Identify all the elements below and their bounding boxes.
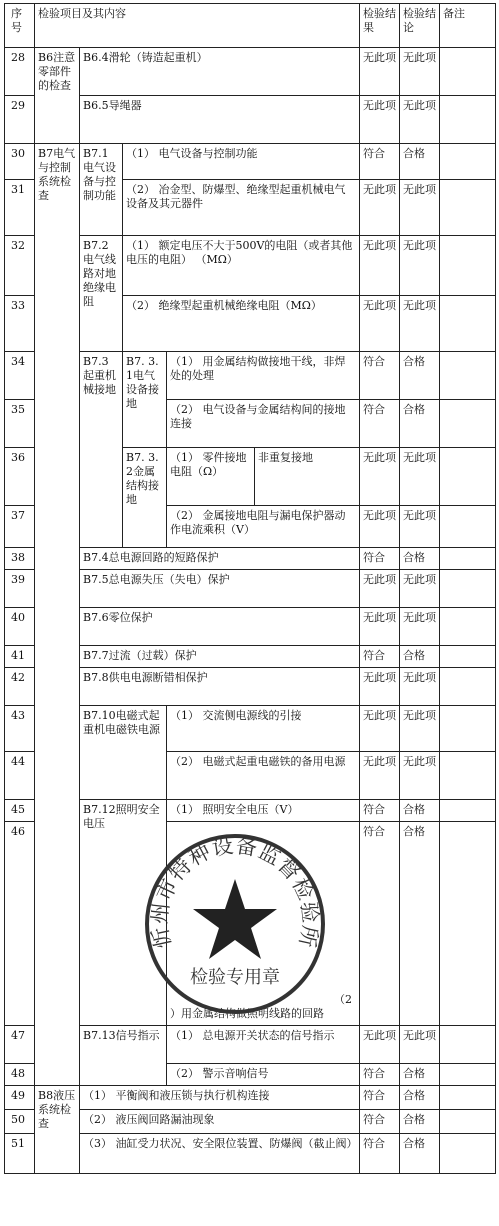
group-label: B6注意零部件的检查	[35, 48, 80, 144]
result-cell: 无此项	[360, 96, 400, 144]
item-text: B7.7过流（过载）保护	[80, 646, 360, 668]
table-row	[5, 144, 496, 180]
row-number: 41	[5, 646, 35, 668]
row-number: 37	[5, 506, 35, 548]
remark-cell	[440, 706, 496, 752]
row-number: 40	[5, 608, 35, 646]
item-text: （1） 零件接地电阻（Ω）	[167, 448, 255, 506]
remark-cell	[440, 752, 496, 800]
row-number: 30	[5, 144, 35, 180]
result-cell: 符合	[360, 822, 400, 1026]
remark-cell	[440, 96, 496, 144]
result-cell: 无此项	[360, 180, 400, 236]
col-seq: 序号	[5, 4, 35, 48]
row-number: 42	[5, 668, 35, 706]
remark-cell	[440, 668, 496, 706]
remark-cell	[440, 48, 496, 96]
item-text: B7.5总电源失压（失电）保护	[80, 570, 360, 608]
conclusion-cell: 合格	[400, 646, 440, 668]
subgroup-label: B7.2电气线路对地绝缘电阻	[80, 236, 123, 352]
result-cell: 符合	[360, 800, 400, 822]
conclusion-cell: 合格	[400, 822, 440, 1026]
remark-cell	[440, 400, 496, 448]
seal-label: 检验专用章	[190, 967, 280, 988]
item-text: （2） 警示音响信号	[167, 1064, 360, 1086]
row-number: 38	[5, 548, 35, 570]
group-label: B8液压系统检查	[35, 1086, 80, 1174]
result-cell: 符合	[360, 1134, 400, 1174]
conclusion-cell: 无此项	[400, 668, 440, 706]
item-text: （2） 金属接地电阻与漏电保护器动作电流乘积（V）	[167, 506, 360, 548]
remark-cell	[440, 570, 496, 608]
conclusion-cell: 无此项	[400, 706, 440, 752]
row-number: 44	[5, 752, 35, 800]
item-text: （1） 总电源开关状态的信号指示	[167, 1026, 360, 1064]
conclusion-cell: 合格	[400, 1110, 440, 1134]
item-text: （2） 电气设备与金属结构间的接地连接	[167, 400, 360, 448]
result-cell: 无此项	[360, 48, 400, 96]
conclusion-cell: 合格	[400, 1086, 440, 1110]
item-text: （2） 绝缘型起重机械绝缘电阻（MΩ）	[123, 296, 360, 352]
remark-cell	[440, 822, 496, 1026]
item-text: （1） 平衡阀和液压锁与执行机构连接	[80, 1086, 360, 1110]
remark-cell	[440, 236, 496, 296]
result-cell: 符合	[360, 400, 400, 448]
result-cell: 无此项	[360, 296, 400, 352]
item-text: B7.8供电电源断错相保护	[80, 668, 360, 706]
item-text: B6.4滑轮（铸造起重机）	[80, 48, 360, 96]
remark-cell	[440, 548, 496, 570]
conclusion-cell: 无此项	[400, 48, 440, 96]
remark-cell	[440, 800, 496, 822]
remark-cell	[440, 1086, 496, 1110]
row-number: 36	[5, 448, 35, 506]
conclusion-cell: 无此项	[400, 570, 440, 608]
result-cell: 无此项	[360, 570, 400, 608]
conclusion-cell: 合格	[400, 1134, 440, 1174]
row-number: 39	[5, 570, 35, 608]
item-text: ）用金属结构做照明线路的回路	[170, 1007, 324, 1020]
subgroup-label: B7.1电气设备与控制功能	[80, 144, 123, 236]
result-cell: 无此项	[360, 1026, 400, 1064]
row-number: 49	[5, 1086, 35, 1110]
row-number: 45	[5, 800, 35, 822]
item-text: （1） 用金属结构做接地干线，非焊处的处理	[167, 352, 360, 400]
result-cell: 符合	[360, 548, 400, 570]
row-number: 28	[5, 48, 35, 96]
group-label: B7电气与控制系统检查	[35, 144, 80, 1086]
remark-cell	[440, 608, 496, 646]
result-cell: 无此项	[360, 506, 400, 548]
result-cell: 符合	[360, 144, 400, 180]
row-number: 29	[5, 96, 35, 144]
remark-cell	[440, 1064, 496, 1086]
remark-cell	[440, 1110, 496, 1134]
conclusion-cell: 无此项	[400, 96, 440, 144]
item-text-prefix: （2	[334, 993, 352, 1006]
conclusion-cell: 无此项	[400, 296, 440, 352]
item-text: B7.4总电源回路的短路保护	[80, 548, 360, 570]
row-number: 51	[5, 1134, 35, 1174]
conclusion-cell: 合格	[400, 800, 440, 822]
conclusion-cell: 合格	[400, 352, 440, 400]
remark-cell	[440, 1026, 496, 1064]
seal-org-text: 忻州市特种设备监督检验所	[147, 833, 323, 951]
remark-cell	[440, 352, 496, 400]
table-row	[5, 1086, 496, 1110]
conclusion-cell: 无此项	[400, 1026, 440, 1064]
official-seal	[142, 831, 328, 1017]
conclusion-cell: 无此项	[400, 236, 440, 296]
result-cell: 符合	[360, 352, 400, 400]
col-conclusion: 检验结论	[400, 4, 440, 48]
subgroup-label: B7.13信号指示	[80, 1026, 167, 1086]
conclusion-cell: 无此项	[400, 180, 440, 236]
conclusion-cell: 合格	[400, 548, 440, 570]
conclusion-cell: 合格	[400, 1064, 440, 1086]
col-item: 检验项目及其内容	[35, 4, 360, 48]
conclusion-cell: 无此项	[400, 448, 440, 506]
remark-cell	[440, 506, 496, 548]
row-number: 33	[5, 296, 35, 352]
subgroup-label: B7.12照明安全电压	[80, 800, 167, 1026]
item-text: B6.5导绳器	[80, 96, 360, 144]
result-cell: 无此项	[360, 448, 400, 506]
item-note: 非重复接地	[255, 448, 360, 506]
conclusion-cell: 无此项	[400, 752, 440, 800]
conclusion-cell: 合格	[400, 400, 440, 448]
conclusion-cell: 无此项	[400, 608, 440, 646]
item-text: （1） 额定电压不大于500V的电阻（或者其他电压的电阻） （MΩ）	[123, 236, 360, 296]
item-text: （1） 电气设备与控制功能	[123, 144, 360, 180]
remark-cell	[440, 646, 496, 668]
row-number: 32	[5, 236, 35, 296]
subsection-label: B7. 3.2金属结构接地	[123, 448, 167, 548]
table-row	[5, 48, 496, 96]
item-text: （2） 电磁式起重电磁铁的备用电源	[167, 752, 360, 800]
table-header	[5, 4, 496, 48]
item-text: （2） 冶金型、防爆型、绝缘型起重机械电气设备及其元器件	[123, 180, 360, 236]
row-number: 48	[5, 1064, 35, 1086]
result-cell: 无此项	[360, 668, 400, 706]
remark-cell	[440, 144, 496, 180]
star-icon	[193, 879, 277, 959]
row-number: 50	[5, 1110, 35, 1134]
subsection-label: B7. 3.1电气设备接地	[123, 352, 167, 448]
result-cell: 无此项	[360, 752, 400, 800]
col-remark: 备注	[440, 4, 496, 48]
result-cell: 符合	[360, 1064, 400, 1086]
row-number: 35	[5, 400, 35, 448]
item-text: （1） 交流侧电源线的引接	[167, 706, 360, 752]
row-number: 34	[5, 352, 35, 400]
result-cell: 符合	[360, 1086, 400, 1110]
item-text: （2） 液压阀回路漏油现象	[80, 1110, 360, 1134]
result-cell: 符合	[360, 1110, 400, 1134]
item-text: （3） 油缸受力状况、安全限位装置、防爆阀（截止阀）	[80, 1134, 360, 1174]
row-number: 43	[5, 706, 35, 752]
row-number: 46	[5, 822, 35, 1026]
item-text: （1） 照明安全电压（V）	[167, 800, 360, 822]
remark-cell	[440, 448, 496, 506]
remark-cell	[440, 296, 496, 352]
row-number: 47	[5, 1026, 35, 1064]
result-cell: 无此项	[360, 608, 400, 646]
row-number: 31	[5, 180, 35, 236]
remark-cell	[440, 180, 496, 236]
col-result: 检验结果	[360, 4, 400, 48]
subgroup-label: B7.3起重机械接地	[80, 352, 123, 548]
result-cell: 符合	[360, 646, 400, 668]
result-cell: 无此项	[360, 236, 400, 296]
remark-cell	[440, 1134, 496, 1174]
result-cell: 无此项	[360, 706, 400, 752]
conclusion-cell: 无此项	[400, 506, 440, 548]
subgroup-label: B7.10电磁式起重机电磁铁电源	[80, 706, 167, 800]
item-text: B7.6零位保护	[80, 608, 360, 646]
conclusion-cell: 合格	[400, 144, 440, 180]
